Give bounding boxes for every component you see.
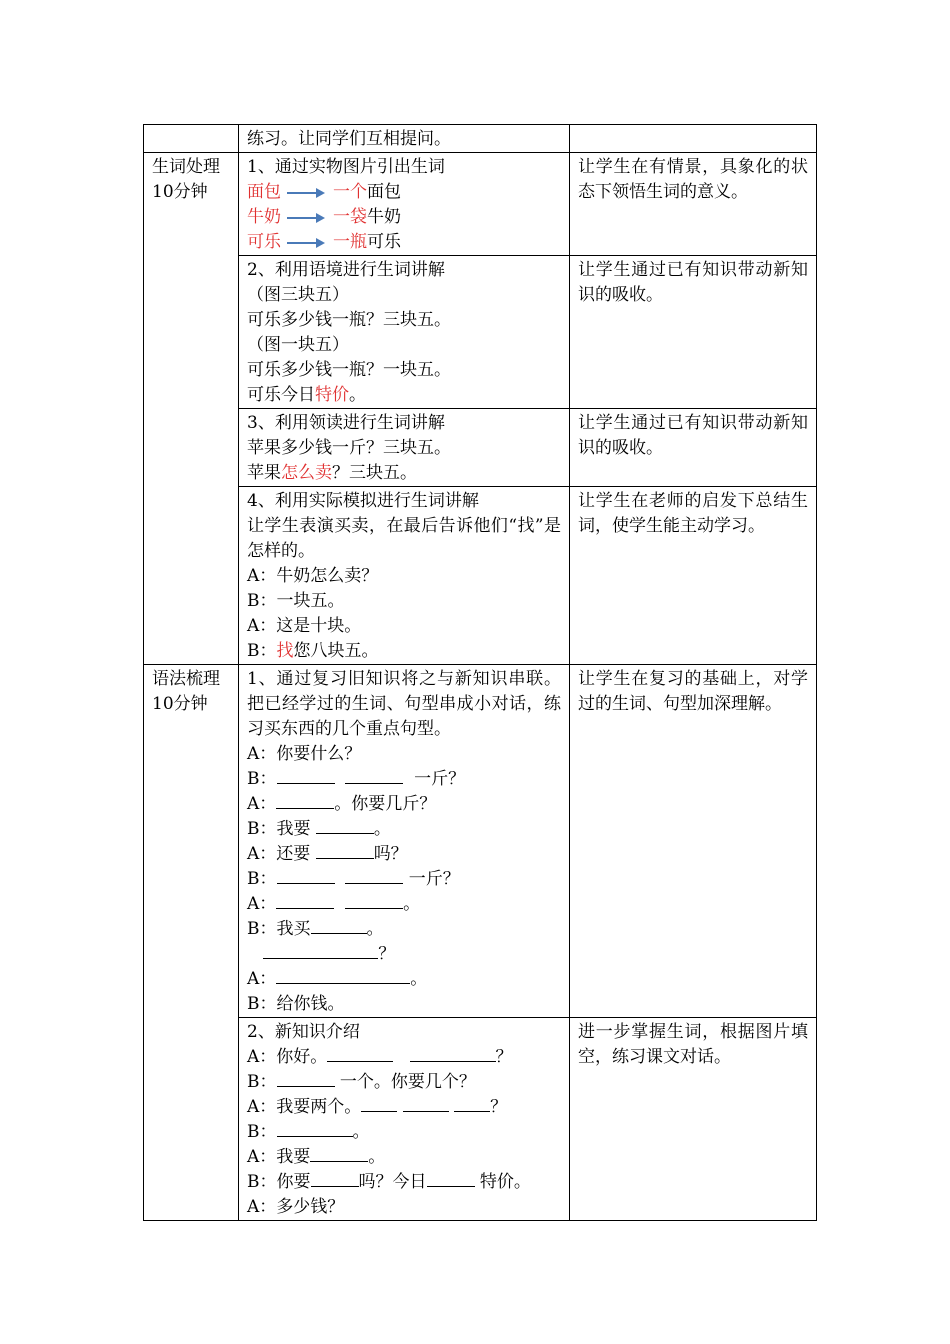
dialogue-line — [247, 917, 561, 942]
stage-time: 10分钟 — [152, 694, 208, 714]
dialogue-line: A：多少钱？ — [247, 1197, 345, 1217]
dialogue-line — [247, 1045, 561, 1070]
content-cell — [239, 665, 570, 1018]
fill-blank — [277, 1120, 353, 1137]
text-segment: A：我要两个。 — [247, 1097, 362, 1117]
stage-cell — [144, 665, 239, 1221]
table-row — [144, 487, 817, 665]
content-cell — [239, 153, 570, 256]
right-arrow-icon — [287, 187, 325, 199]
text-segment: A：我要 — [247, 1147, 311, 1167]
fill-blank — [345, 767, 403, 784]
lesson-plan-table — [143, 124, 817, 1221]
content-line: 练习。让同学们互相提问。 — [247, 129, 451, 149]
text-segment: 一斤？ — [408, 869, 460, 889]
purpose-cell — [570, 409, 817, 487]
fill-blank — [427, 1170, 475, 1187]
text-segment: B：我要 — [247, 819, 311, 839]
dialogue-line — [247, 1070, 561, 1095]
dialogue-line: A：你要什么？ — [247, 744, 362, 764]
text-segment: 吗？ — [373, 844, 408, 864]
right-arrow-icon — [287, 212, 325, 224]
content-line: （图三块五） — [247, 285, 349, 305]
vocab-item — [247, 205, 561, 230]
content-intro: 1、通过复习旧知识将之与新知识串联。把已经学过的生词、句型串成小对话，练习买东西的几个重点句型。 — [247, 669, 561, 739]
table-row — [144, 409, 817, 487]
fill-blank — [263, 942, 378, 959]
fill-blank — [276, 792, 334, 809]
fill-blank — [327, 1045, 393, 1062]
stage-time: 10分钟 — [152, 182, 208, 202]
content-line: 苹果多少钱一斤？三块五。 — [247, 438, 451, 458]
dialogue-line — [247, 639, 561, 664]
vocab-word: 面包 — [247, 182, 281, 202]
text-segment: B：我买 — [247, 919, 311, 939]
text-segment: 特价。 — [479, 1172, 531, 1192]
stage-name: 语法梳理 — [152, 669, 220, 689]
text-segment: 您八块五。 — [293, 641, 379, 661]
vocab-item — [247, 230, 561, 255]
table-row — [144, 665, 817, 1018]
text-segment: ？ — [495, 1047, 513, 1067]
fill-blank — [277, 767, 335, 784]
vocab-measure: 一袋 — [333, 207, 367, 227]
text-segment: 。 — [410, 969, 428, 989]
stage-name: 生词处理 — [152, 157, 220, 177]
purpose-cell — [570, 487, 817, 665]
text-segment: 。 — [366, 919, 384, 939]
content-cell — [239, 256, 570, 409]
vocab-noun: 可乐 — [367, 232, 401, 252]
table-row — [144, 125, 817, 153]
dialogue-line — [247, 967, 561, 992]
table-row — [144, 153, 817, 256]
dialogue-line — [247, 767, 561, 792]
content-desc: 让学生表演买卖，在最后告诉他们“找”是怎样的。 — [247, 516, 561, 561]
content-line: 可乐多少钱一瓶？一块五。 — [247, 360, 451, 380]
dialogue-line — [247, 1120, 561, 1145]
purpose-cell — [570, 125, 817, 153]
fill-blank — [310, 1145, 368, 1162]
text-segment: B： — [247, 769, 277, 789]
stage-cell — [144, 153, 239, 665]
text-segment: 一个。你要几个？ — [339, 1072, 476, 1092]
keyword-highlight: 特价 — [315, 385, 349, 405]
fill-blank — [311, 1170, 359, 1187]
dialogue-line — [247, 842, 561, 867]
right-arrow-icon — [287, 237, 325, 249]
keyword-highlight: 找 — [276, 641, 294, 661]
text-segment: A：还要 — [247, 844, 311, 864]
vocab-measure: 一瓶 — [333, 232, 367, 252]
vocab-item — [247, 180, 561, 205]
dialogue-line: A：牛奶怎么卖？ — [247, 566, 379, 586]
fill-blank — [277, 867, 335, 884]
text-segment: 苹果 — [247, 463, 281, 483]
dialogue-line: B：一块五。 — [247, 591, 345, 611]
content-title: 2、新知识介绍 — [247, 1022, 360, 1042]
fill-blank — [277, 1070, 335, 1087]
purpose-cell — [570, 256, 817, 409]
text-segment: 。 — [349, 385, 366, 405]
content-line — [247, 461, 561, 486]
text-segment: 。 — [352, 1122, 370, 1142]
content-line — [247, 383, 561, 408]
content-line: 2、利用语境进行生词讲解 — [247, 260, 445, 280]
fill-blank — [403, 1095, 449, 1112]
fill-blank — [276, 892, 334, 909]
content-cell — [239, 1018, 570, 1221]
content-line: 3、利用领读进行生词讲解 — [247, 413, 445, 433]
vocab-noun: 面包 — [367, 182, 401, 202]
text-segment: A： — [247, 969, 277, 989]
dialogue-line — [247, 942, 561, 967]
content-title: 1、通过实物图片引出生词 — [247, 157, 445, 177]
dialogue-line — [247, 867, 561, 892]
vocab-measure: 一个 — [333, 182, 367, 202]
text-segment: 。 — [373, 819, 391, 839]
fill-blank — [454, 1095, 490, 1112]
content-title: 4、利用实际模拟进行生词讲解 — [247, 491, 479, 511]
text-segment: B： — [247, 869, 277, 889]
text-segment: 。 — [403, 894, 421, 914]
purpose-text: 让学生在老师的启发下总结生词，使学生能主动学习。 — [578, 491, 808, 536]
fill-blank — [361, 1095, 397, 1112]
fill-blank — [410, 1045, 496, 1062]
dialogue-line — [247, 1145, 561, 1170]
text-segment: ？三块五。 — [332, 463, 417, 483]
fill-blank — [311, 917, 367, 934]
text-segment: 。 — [368, 1147, 386, 1167]
text-segment: B： — [247, 1122, 277, 1142]
purpose-cell — [570, 665, 817, 1018]
text-segment: 。你要几斤？ — [334, 794, 437, 814]
text-segment: 吗？今日 — [358, 1172, 427, 1192]
purpose-cell — [570, 1018, 817, 1221]
text-segment: ？ — [490, 1097, 508, 1117]
purpose-text: 进一步掌握生词，根据图片填空，练习课文对话。 — [578, 1022, 808, 1067]
vocab-word: 牛奶 — [247, 207, 281, 227]
dialogue-line — [247, 892, 561, 917]
dialogue-line: B：给你钱。 — [247, 994, 345, 1014]
text-segment: A：你好。 — [247, 1047, 328, 1067]
content-line: （图一块五） — [247, 335, 349, 355]
keyword-highlight: 怎么卖 — [281, 463, 332, 483]
fill-blank — [345, 892, 403, 909]
text-segment: B： — [247, 641, 277, 661]
content-cell — [239, 409, 570, 487]
purpose-text: 让学生在有情景，具象化的状态下领悟生词的意义。 — [578, 157, 808, 202]
text-segment: ？ — [378, 944, 396, 964]
content-cell — [239, 487, 570, 665]
text-segment: B：你要 — [247, 1172, 311, 1192]
fill-blank — [316, 817, 374, 834]
purpose-text: 让学生通过已有知识带动新知识的吸收。 — [578, 413, 808, 458]
dialogue-line — [247, 792, 561, 817]
dialogue-line — [247, 1095, 561, 1120]
dialogue-line — [247, 1170, 561, 1195]
vocab-word: 可乐 — [247, 232, 281, 252]
dialogue-line: A：这是十块。 — [247, 616, 362, 636]
content-cell — [239, 125, 570, 153]
text-segment: A： — [247, 894, 277, 914]
purpose-cell — [570, 153, 817, 256]
stage-cell — [144, 125, 239, 153]
purpose-text: 让学生在复习的基础上，对学过的生词、句型加深理解。 — [578, 669, 808, 714]
content-line: 可乐多少钱一瓶？三块五。 — [247, 310, 451, 330]
dialogue-line — [247, 817, 561, 842]
vocab-noun: 牛奶 — [367, 207, 401, 227]
fill-blank — [316, 842, 374, 859]
text-segment: 可乐今日 — [247, 385, 315, 405]
table-row — [144, 1018, 817, 1221]
fill-blank — [345, 867, 403, 884]
text-segment: 一斤？ — [414, 769, 466, 789]
text-segment: B： — [247, 1072, 277, 1092]
purpose-text: 让学生通过已有知识带动新知识的吸收。 — [578, 260, 808, 305]
fill-blank — [276, 967, 410, 984]
table-row — [144, 256, 817, 409]
text-segment: A： — [247, 794, 277, 814]
